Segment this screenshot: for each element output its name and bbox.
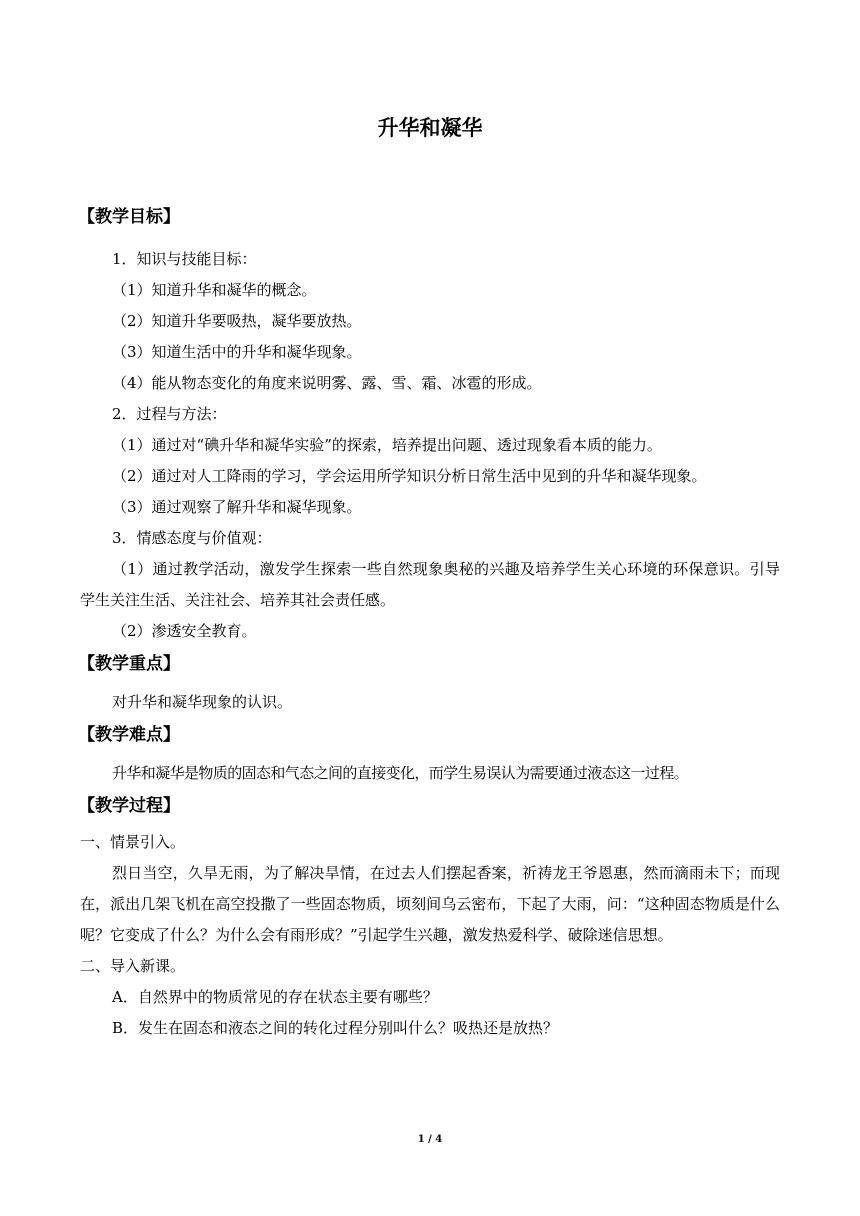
difficulties-text: 升华和凝华是物质的固态和气态之间的直接变化，而学生易误认为需要通过液态这一过程。: [112, 764, 689, 782]
objective-method-2: （2）通过对人工降雨的学习，学会运用所学知识分析日常生活中见到的升华和凝华现象。: [112, 467, 707, 485]
objective-emotion-title: 3．情感态度与价值观：: [112, 529, 272, 547]
process-step-2-question-b: B．发生在固态和液态之间的转化过程分别叫什么？吸热还是放热？: [112, 1019, 559, 1037]
process-step-1-title: 一、情景引入。: [80, 833, 186, 851]
objective-emotion-2: （2）渗透安全教育。: [112, 622, 257, 640]
objective-knowledge-1: （1）知道升华和凝华的概念。: [112, 281, 317, 299]
objective-method-3: （3）通过观察了解升华和凝华现象。: [112, 498, 362, 516]
objective-method-title: 2．过程与方法：: [112, 405, 227, 423]
section-heading-process: 【教学过程】: [78, 796, 180, 816]
section-heading-difficulties: 【教学难点】: [78, 725, 180, 745]
section-heading-objectives: 【教学目标】: [78, 207, 180, 227]
objective-emotion-1: （1）通过教学活动，激发学生探索一些自然现象奥秘的兴趣及培养学生关心环境的环保意识。引导学生关注生活、关注社会、培养其社会责任感。: [80, 560, 780, 609]
process-step-2-title: 二、导入新课。: [80, 957, 186, 975]
process-step-1-text: 烈日当空，久旱无雨，为了解决旱情，在过去人们摆起香案，祈祷龙王爷恩惠，然而滴雨未下；而现在，派出几架飞机在高空投撒了一些固态物质，顷刻间乌云密布，下起了大雨，问：“这种固态物质是什么呢？它变成了什么？为什么会有雨形成？”引起学生兴趣，激发热爱科学、破除迷信思想。: [80, 864, 780, 944]
document-title: 升华和凝华: [377, 116, 483, 140]
process-step-2-question-a: A．自然界中的物质常见的存在状态主要有哪些？: [112, 988, 438, 1006]
objective-method-1: （1）通过对“碘升华和凝华实验”的探索，培养提出问题、透过现象看本质的能力。: [112, 436, 662, 454]
page-number: 1 / 4: [417, 1134, 443, 1145]
objective-knowledge-3: （3）知道生活中的升华和凝华现象。: [112, 343, 362, 361]
document-body: [80, 200, 780, 1044]
objective-knowledge-4: （4）能从物态变化的角度来说明雾、露、雪、霜、冰雹的形成。: [112, 374, 542, 392]
objective-knowledge-2: （2）知道升华要吸热，凝华要放热。: [112, 312, 362, 330]
objective-knowledge-title: 1．知识与技能目标：: [112, 250, 257, 268]
section-heading-key-points: 【教学重点】: [78, 654, 180, 674]
key-points-text: 对升华和凝华现象的认识。: [112, 693, 293, 711]
